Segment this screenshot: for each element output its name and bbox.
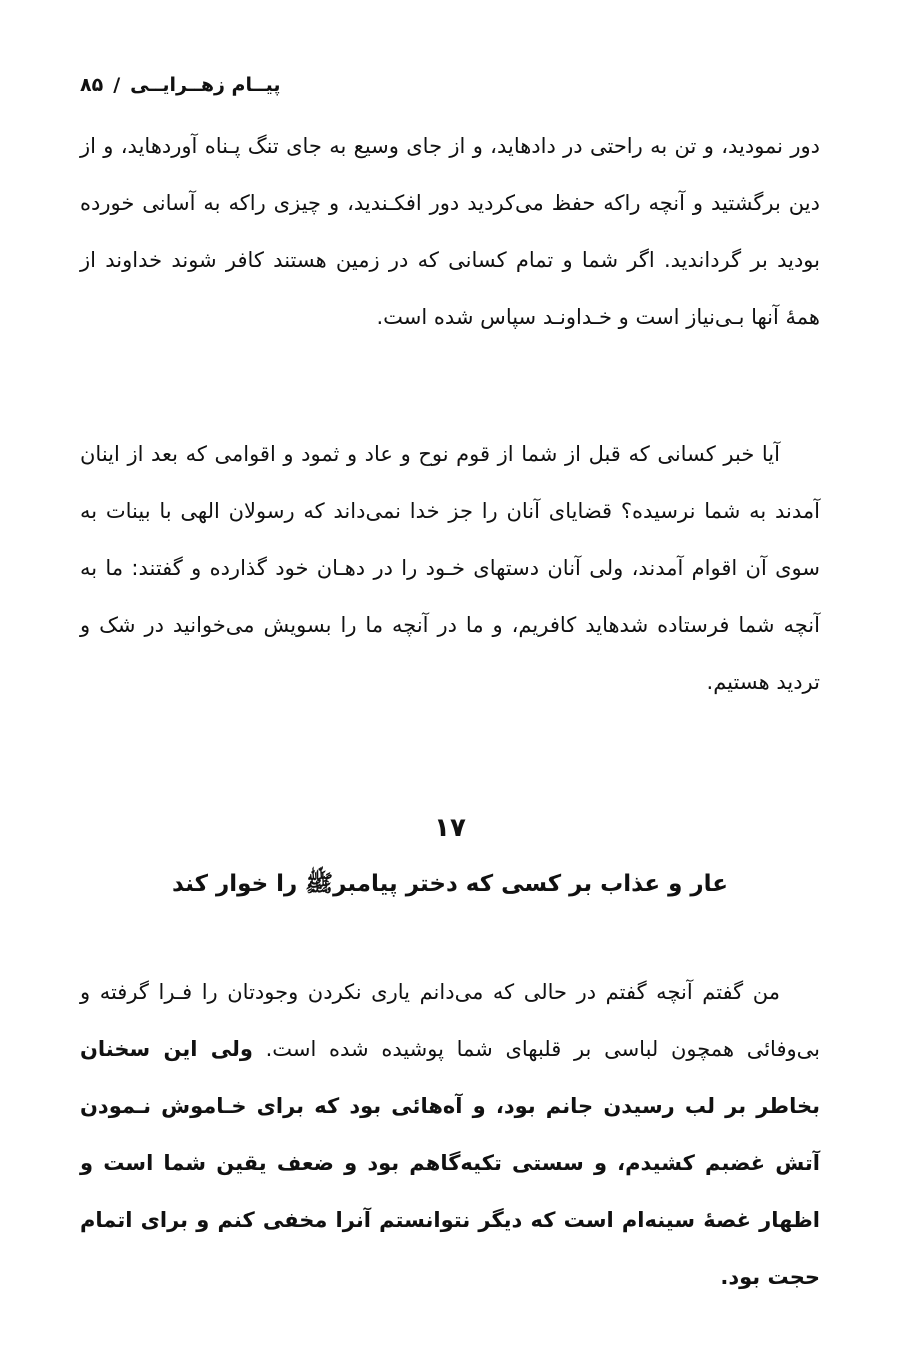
running-header [80,70,281,100]
paragraph-2: آیا خبر کسانی که قبل از شما از قوم نوح و عاد و ثمود و اقوامی که بعد از اینان آمدند به شما نرسیده؟ قضایای آنان را جز خدا نمی‌داند که رسولان الهی با بینات به سوی آن اقوام آمدند، ولی آنان دستهای خـود را در دهـان خود گذارده و گفتند: ما به آنچه شما فرستاده شدهاید کافریم، و ما در آنچه ما را بسویش می‌خوانید در شک و تردید هستیم. [80,442,820,694]
page-number: ۸۵ [80,74,104,96]
section-number: ۱۷ [434,813,466,843]
section-title: عار و عذاب بر کسی که دختر پیامبرﷺ را خوار کند [171,871,729,897]
paragraph-1: دور نمودید، و تن به راحتی در دادهاید، و از جای وسیع به جای تنگ پـناه آوردهاید، و از دین برگشتید و آنچه راکه حفظ می‌کردید دور افکـندید، و چیزی راکه به آسانی خورده بودید بر گرداندید. اگر شما و تمام کسانی که در زمین هستند کافر شوند خداوند از همهٔ آنها بـی‌نیاز است و خـداونـد سپاس شده است. [80,134,820,329]
paragraph-3-bold-text: ولی این سخنان بخاطر بر لب رسیدن جانم بود، و آه‌هائی بود که برای خـاموش نـمودن آتش غضبم کشیدم، و سستی تکیه‌گاهم بود و ضعف یقین شما است و اظهار غصهٔ سینه‌ام است که دیگر نتوانستم آنرا مخفی کنم و برای اتمام حجت بود. [80,1037,820,1289]
book-title: پیــام زهــرایــی [130,74,281,96]
paragraph-3-normal-text: من گفتم آنچه گفتم در حالی که می‌دانم یاری نکردن وجودتان را فـرا گرفته و بی‌وفائی همچون لباسی بر قلبهای شما پوشیده شده است. [80,980,820,1061]
header-separator: / [113,74,121,96]
paragraph-3 [80,964,820,1306]
